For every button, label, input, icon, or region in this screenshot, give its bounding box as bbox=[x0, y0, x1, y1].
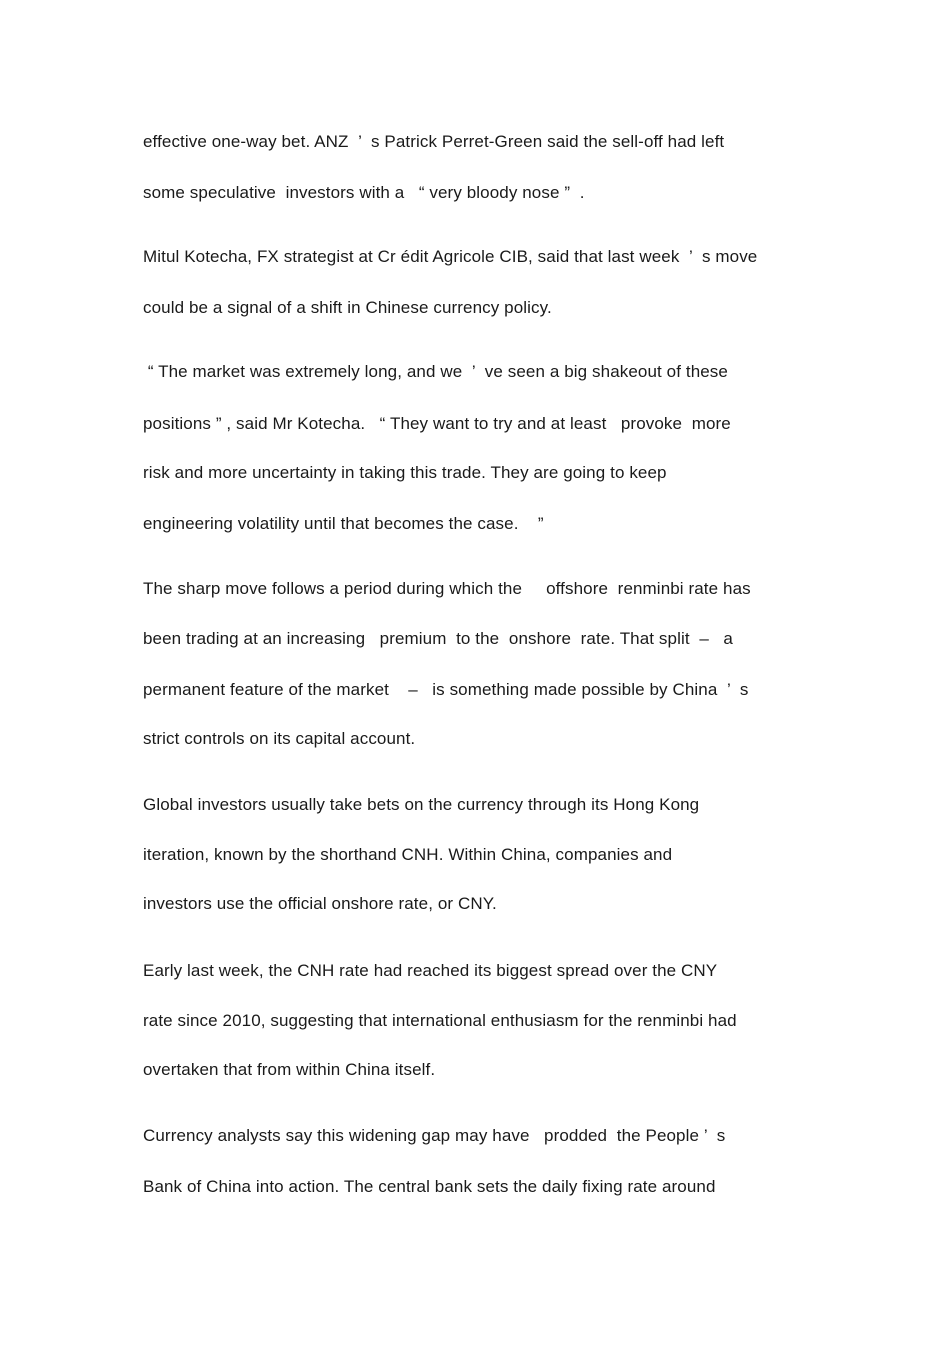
text-line: risk and more uncertainty in taking this trade. They are going to keep bbox=[143, 463, 667, 482]
text-line: strict controls on its capital account. bbox=[143, 729, 416, 748]
text-line: been trading at an increasing premium to the onshore rate. That split – a bbox=[143, 629, 733, 648]
text-line: overtaken that from within China itself. bbox=[143, 1060, 436, 1079]
text-line: rate since 2010, suggesting that international enthusiasm for the renminbi had bbox=[143, 1011, 737, 1030]
text-line: The sharp move follows a period during which the offshore renminbi rate has bbox=[143, 579, 751, 598]
text-line: investors use the official onshore rate, or CNY. bbox=[143, 894, 497, 913]
text-line: some speculative investors with a “ very bloody nose ” . bbox=[143, 183, 585, 202]
text-line: Global investors usually take bets on the currency through its Hong Kong bbox=[143, 795, 700, 814]
text-line: engineering volatility until that becomes the case. ” bbox=[143, 514, 544, 533]
text-line: Early last week, the CNH rate had reached its biggest spread over the CNY bbox=[143, 961, 718, 980]
text-line: could be a signal of a shift in Chinese currency policy. bbox=[143, 298, 552, 317]
text-line: positions ” , said Mr Kotecha. “ They want to try and at least provoke more bbox=[143, 414, 731, 433]
text-line: effective one-way bet. ANZ ’ s Patrick Perret-Green said the sell-off had left bbox=[143, 132, 725, 151]
text-line: Bank of China into action. The central bank sets the daily fixing rate around bbox=[143, 1177, 716, 1196]
text-line: iteration, known by the shorthand CNH. Within China, companies and bbox=[143, 845, 673, 864]
text-line: Currency analysts say this widening gap may have prodded the People ’ s bbox=[143, 1126, 726, 1145]
text-line: Mitul Kotecha, FX strategist at Cr édit Agricole CIB, said that last week ’ s move bbox=[143, 247, 758, 266]
text-line: “ The market was extremely long, and we ’ ve seen a big shakeout of these bbox=[143, 362, 728, 381]
text-line: permanent feature of the market – is something made possible by China ’ s bbox=[143, 680, 749, 699]
